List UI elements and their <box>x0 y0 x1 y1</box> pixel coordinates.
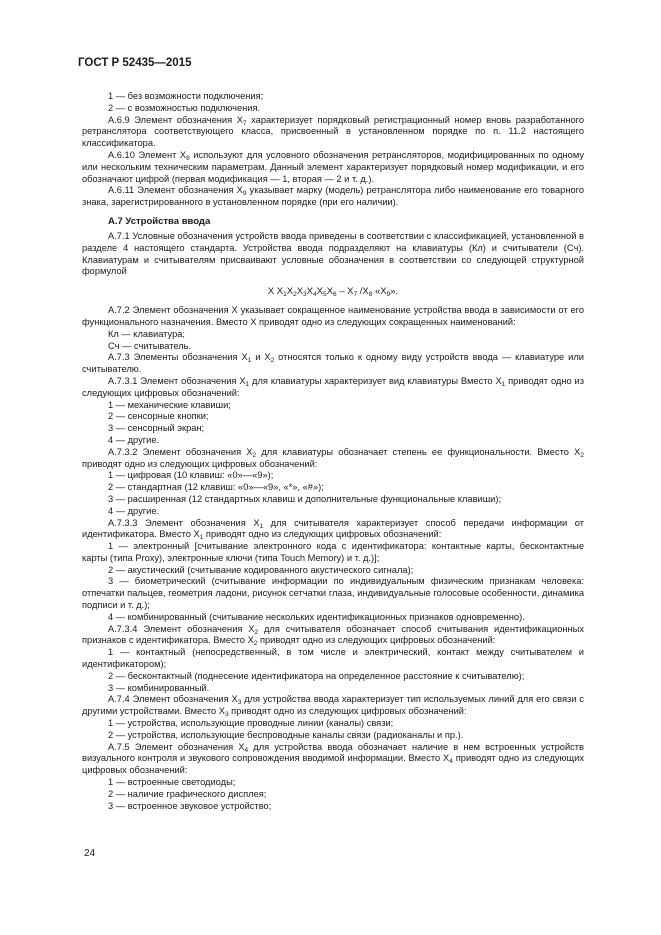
paragraph: 2 — бесконтактный (поднесение идентификатора на определенное расстояние к считывателю); <box>108 670 525 681</box>
section-heading: А.7 Устройства ввода <box>108 215 211 227</box>
document-header: ГОСТ Р 52435—2015 <box>78 57 192 69</box>
paragraph: А.7.3.3 Элемент обозначения $X_1$ для считывателя характеризует способ передачи информации от идентификатора. Вместо $X_1$ приводят одно из следующих цифровых обозначений: <box>82 517 585 542</box>
paragraph: 1 — цифровая (10 клавиш: «0»—«9»); <box>108 470 274 481</box>
paragraph: А.7.2 Элемент обозначения X указывает сокращенное наименование устройства ввода в зависимости от его функционального назначения. Вместо X приводят одно из следующих сокращенных наименований: <box>82 305 584 327</box>
paragraph: 1 — без возможности подключения; <box>108 91 264 101</box>
paragraph: Сч — считыватель. <box>108 340 192 351</box>
paragraph: А.6.10 Элемент $X_8$ используют для условного обозначения ретрансляторов, модифицированных по одному или нескольким техническим параметрам. Данный элемент характеризует порядковый номер модификации, и его обозначают цифрой (первая модификация — 1, вторая — 2 и т. д.). <box>82 149 584 184</box>
paragraph: 1 — электронный [считывание электронного кода с идентификатора: контактные карты, бесконтактные карты (типа Proxy), электронные ключи (типа Touch Memory) и т. д.)]; <box>82 541 584 563</box>
page-number: 24 <box>84 848 96 859</box>
paragraph: 3 — расширенная (12 стандартных клавиш и дополнительные функциональные клавиши); <box>108 493 502 504</box>
paragraph: 3 — комбинированный. <box>108 682 210 693</box>
paragraph: 2 — стандартная (12 клавиш: «0»—«9», «*», «#»); <box>108 482 324 493</box>
paragraph: 4 — другие. <box>108 434 160 445</box>
paragraph: Кл — клавиатура; <box>108 328 185 339</box>
paragraph: А.7.5 Элемент обозначения $X_4$ для устройства ввода обозначает наличие в нем встроенных устройств визуального контроля и звукового сопровождения вводимой информации. Вместо $X_4$ приводят одно из следующих цифровых обозначений: <box>82 741 584 776</box>
paragraph: 2 — акустический (считывание кодированного акустического сигнала); <box>108 564 414 575</box>
paragraph: 2 — с возможностью подключения. <box>108 102 261 113</box>
paragraph: 2 — наличие графического дисплея; <box>108 788 267 799</box>
paragraph: А.7.3.1 Элемент обозначения $X_1$ для клавиатуры характеризует вид клавиатуры Вместо $X_1$ приводят одно из следующих цифровых обозначений: <box>82 375 584 398</box>
paragraph: 3 — биометрический (считывание информации по индивидуальным физическим признакам человека: отпечатки пальцев, геометрия ладони, рисунок сетчатки глаза, индивидуальные голосовые особенности, динамика подписи и т. д.); <box>82 576 584 611</box>
paragraph: 3 — встроенное звуковое устройство; <box>108 800 272 811</box>
paragraph: А.7.4 Элемент обозначения $X_3$ для устройства ввода характеризует тип используемых линий для его связи с другими устройствами. Вместо $X_3$ приводят одно из следующих цифровых обозначений: <box>82 694 584 719</box>
paragraph: 4 — комбинированный (считывание нескольких идентификационных признаков одновременно). <box>108 611 525 622</box>
paragraph: А.7.1 Условные обозначения устройств ввода приведены в соответствии с классификацией, установленной в разделе 4 настоящего стандарта. Устройства ввода подразделяют на клавиатуры (Кл) и считыватели (Сч). Клавиатурам и считывателям присваивают условные обозначения в соответствии со следующей структурной формулой <box>82 230 584 277</box>
structural-formula: X $X_1X_2X_3X_4X_5X_6 - X_7$ $/X_8$ «$X_9$». <box>267 286 399 299</box>
paragraph: 2 — сенсорные кнопки; <box>108 411 209 422</box>
paragraph: 2 — устройства, использующие беспроводные каналы связи (радиоканалы и пр.). <box>108 729 464 740</box>
paragraph: А.7.3.4 Элемент обозначения $X_2$ для считывателя обозначает способ считывания идентификационных признаков с идентификатора. Вместо $X_2$ приводят одно из следующих цифровых обозначений: <box>82 623 585 648</box>
paragraph: 4 — другие. <box>108 505 160 516</box>
document-body <box>82 91 584 812</box>
paragraph: А.6.9 Элемент обозначения $X_7$ характеризует порядковый регистрационный номер вновь разработанного ретранслятора соответствующего класса, присвоенный в установленном порядке по п. 11.2 настоящего классификатора. <box>82 114 584 149</box>
paragraph: 3 — сенсорный экран; <box>108 423 205 434</box>
paragraph: А.7.3.2 Элемент обозначения $X_2$ для клавиатуры обозначает степень ее функциональности. Вместо $X_2$ приводят одно из следующих цифровых обозначений: <box>82 446 584 469</box>
paragraph: 1 — контактный (непосредственный, в том числе и электрический, контакт между считывателем и идентификатором); <box>82 647 584 670</box>
paragraph: 1 — механические клавиши; <box>108 399 231 410</box>
paragraph: 1 — устройства, использующие проводные линии (каналы) связи; <box>108 718 394 729</box>
paragraph: А.6.11 Элемент обозначения $X_9$ указывает марку (модель) ретранслятора либо наименование его товарного знака, зарегистрированного в установленном порядке (при его наличии). <box>82 185 584 208</box>
paragraph: 1 — встроенные светодиоды; <box>108 777 236 788</box>
paragraph: А.7.3 Элементы обозначения $X_1$ и $X_2$ относятся только к одному виду устройств ввода — клавиатуре или считывателю. <box>82 352 584 375</box>
